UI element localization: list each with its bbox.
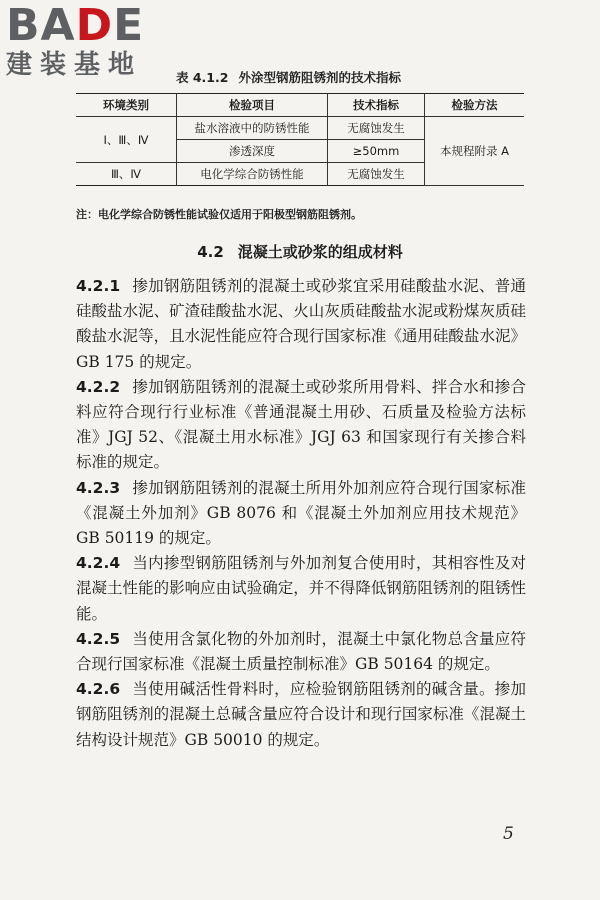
cell-spec: 无腐蚀发生 <box>328 117 425 140</box>
cell-env: Ⅲ、Ⅳ <box>76 163 177 186</box>
header-item: 检验项目 <box>177 94 328 117</box>
page-number: 5 <box>503 824 514 844</box>
table-header-row <box>76 94 524 117</box>
cell-spec: ≥50mm <box>328 140 425 163</box>
clause-number: 4.2.2 <box>76 377 121 396</box>
cell-spec: 无腐蚀发生 <box>328 163 425 186</box>
section-title: 混凝土或砂浆的组成材料 <box>237 243 403 261</box>
cell-env: Ⅰ、Ⅲ、Ⅳ <box>76 117 177 163</box>
cell-method: 本规程附录 A <box>425 117 525 186</box>
clause <box>76 274 526 375</box>
section-number: 4.2 <box>197 243 224 261</box>
clause-number: 4.2.5 <box>76 629 121 648</box>
table-note: 注：电化学综合防锈性能试验仅适用于阳极型钢筋阻锈剂。 <box>76 208 362 221</box>
header-method: 检验方法 <box>425 94 525 117</box>
clause-text: 当内掺型钢筋阻锈剂与外加剂复合使用时，其相容性及对混凝土性能的影响应由试验确定，并不得降低钢筋阻锈剂的阻锈性能。 <box>76 554 526 623</box>
spec-table <box>76 93 524 186</box>
clause-text: 掺加钢筋阻锈剂的混凝土或砂浆所用骨料、拌合水和掺合料应符合现行行业标准《普通混凝土用砂、石质量及检验方法标准》JGJ 52、《混凝土用水标准》JGJ 63 和国家现行有关掺合料标准的规定。 <box>76 377 526 472</box>
logo-wordmark: BADE <box>6 0 145 51</box>
clause <box>76 375 526 476</box>
header-spec: 技术指标 <box>328 94 425 117</box>
clause-text: 掺加钢筋阻锈剂的混凝土所用外加剂应符合现行国家标准《混凝土外加剂》GB 8076 和《混凝土外加剂应用技术规范》GB 50119 的规定。 <box>76 478 526 548</box>
clause-text: 掺加钢筋阻锈剂的混凝土或砂浆宜采用硅酸盐水泥、普通硅酸盐水泥、矿渣硅酸盐水泥、火山灰质硅酸盐水泥或粉煤灰质硅酸盐水泥等，且水泥性能应符合现行国家标准《通用硅酸盐水泥》GB 175 的规定。 <box>76 277 526 371</box>
cell-item: 盐水溶液中的防锈性能 <box>177 117 328 140</box>
logo-chinese-name: 建装基地 <box>6 50 143 80</box>
cell-item: 电化学综合防锈性能 <box>177 163 328 186</box>
clause <box>76 551 526 627</box>
section-heading <box>0 241 600 262</box>
clause-text: 当使用碱活性骨料时，应检验钢筋阻锈剂的碱含量。掺加钢筋阻锈剂的混凝土总碱含量应符合设计和现行国家标准《混凝土结构设计规范》GB 50010 的规定。 <box>76 680 526 749</box>
table-number: 表 4.1.2 <box>176 70 229 85</box>
table-caption <box>176 68 401 86</box>
clause <box>76 476 526 552</box>
clause-number: 4.2.4 <box>76 554 121 573</box>
brand-logo <box>6 0 176 80</box>
clause-number: 4.2.3 <box>76 478 121 497</box>
clause <box>76 677 526 753</box>
clauses-body <box>76 274 526 753</box>
table-row <box>76 117 524 140</box>
table-title: 外涂型钢筋阻锈剂的技术指标 <box>238 70 401 85</box>
clause <box>76 627 526 677</box>
header-env: 环境类别 <box>76 94 177 117</box>
clause-number: 4.2.1 <box>76 277 121 295</box>
cell-item: 渗透深度 <box>177 140 328 163</box>
clause-number: 4.2.6 <box>76 680 121 699</box>
clause-text: 当使用含氯化物的外加剂时，混凝土中氯化物总含量应符合现行国家标准《混凝土质量控制标准》GB 50164 的规定。 <box>76 629 526 674</box>
